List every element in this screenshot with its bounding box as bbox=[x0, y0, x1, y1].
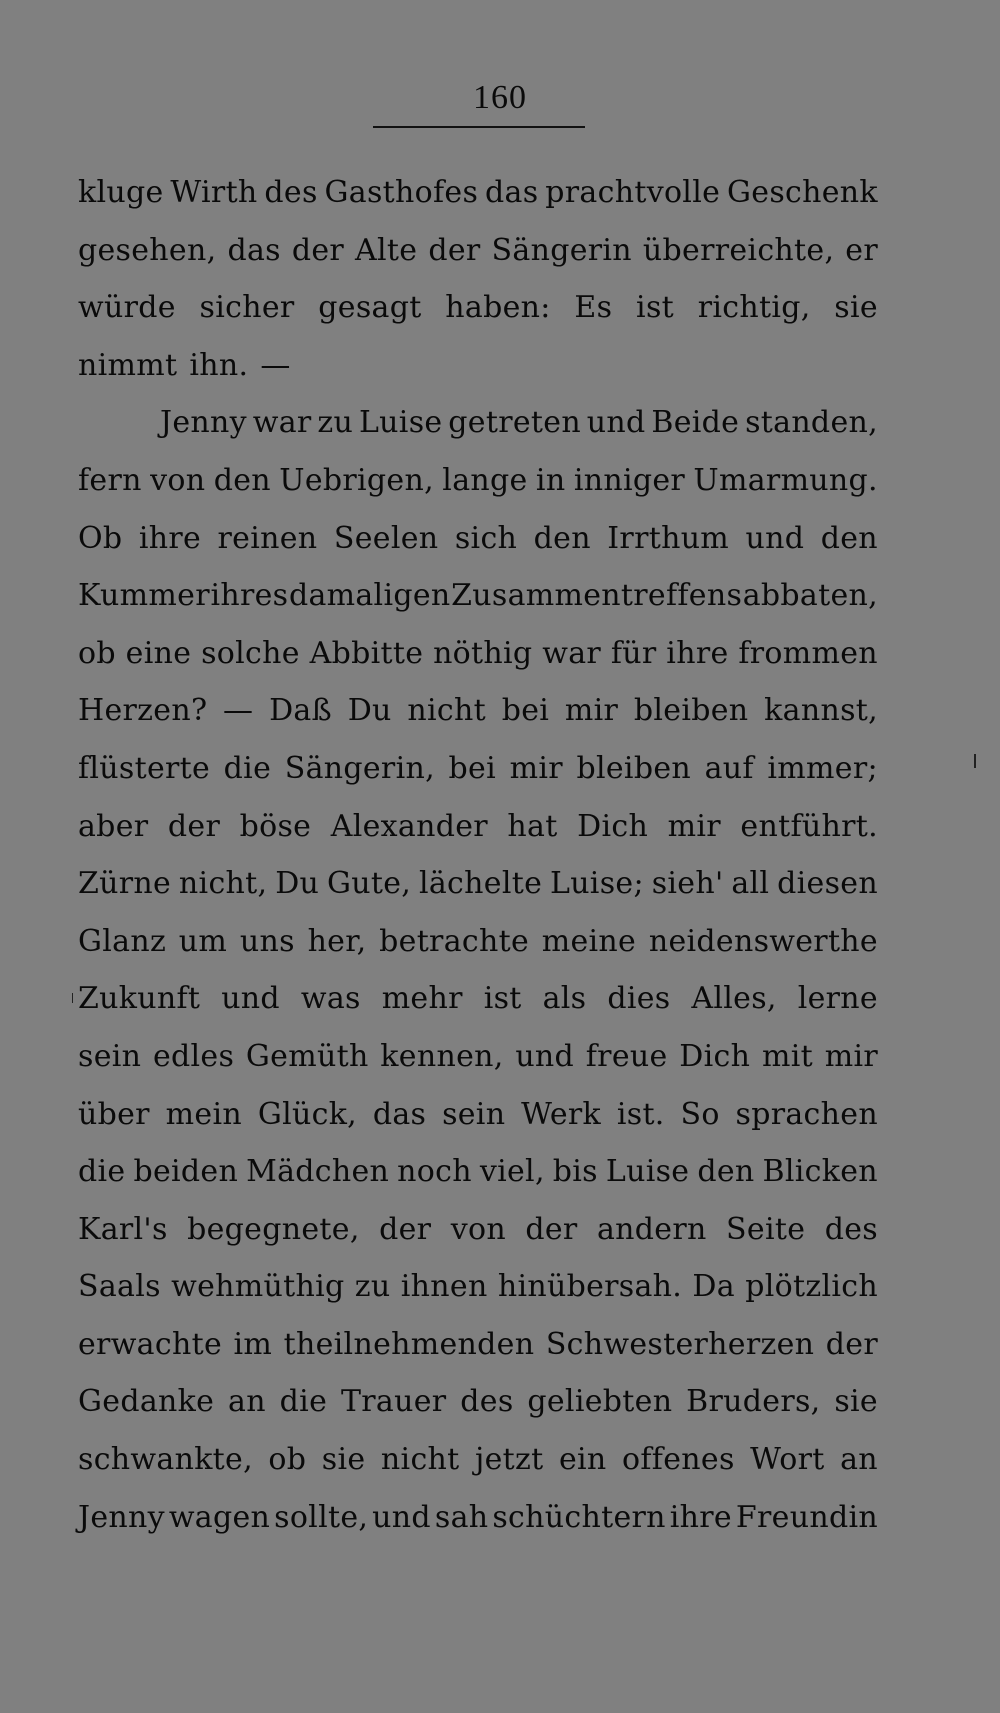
word: des bbox=[824, 1211, 878, 1247]
word: her, bbox=[307, 923, 367, 959]
word: sie bbox=[834, 1384, 878, 1420]
word: kannst, bbox=[764, 693, 878, 729]
word: sie bbox=[321, 1442, 366, 1478]
word: wehmüthig bbox=[171, 1269, 345, 1305]
word: Alexander bbox=[330, 808, 488, 844]
word: richtig, bbox=[697, 290, 811, 326]
word: Irrthum bbox=[607, 520, 730, 556]
word: ihre bbox=[666, 635, 729, 671]
word: Schwesterherzen bbox=[545, 1326, 815, 1362]
word: Herzen? bbox=[78, 693, 208, 729]
word: Mädchen bbox=[246, 1154, 390, 1190]
word: des bbox=[460, 1384, 514, 1420]
word: ob bbox=[268, 1442, 307, 1478]
text-line bbox=[78, 1431, 878, 1489]
word: und bbox=[745, 520, 805, 556]
word: lächelte bbox=[418, 866, 543, 902]
text-line bbox=[78, 394, 878, 452]
word: prachtvolle bbox=[545, 175, 721, 210]
word: Sängerin bbox=[491, 232, 632, 268]
word: dies bbox=[607, 981, 671, 1017]
word: für bbox=[610, 635, 657, 671]
word: So bbox=[680, 1096, 720, 1132]
word: ihre bbox=[669, 1499, 732, 1535]
word: mir bbox=[667, 808, 721, 844]
word: kluge bbox=[78, 175, 164, 210]
word: Alte bbox=[355, 232, 418, 268]
text-line bbox=[78, 510, 878, 568]
text-line bbox=[78, 740, 878, 798]
word: schwankte, bbox=[78, 1442, 253, 1478]
word: mir bbox=[509, 750, 563, 786]
word: beiden bbox=[133, 1154, 239, 1190]
word: Zukunft bbox=[78, 981, 201, 1017]
word: sollte, bbox=[274, 1499, 369, 1535]
word: ist bbox=[483, 981, 522, 1017]
text-line bbox=[78, 164, 878, 222]
text-line bbox=[78, 855, 878, 913]
word: Glanz bbox=[78, 923, 167, 959]
word: Wirth bbox=[170, 175, 258, 210]
word: bei bbox=[448, 750, 496, 786]
word: sein bbox=[442, 1096, 506, 1132]
word: Glück, bbox=[257, 1096, 358, 1132]
word: ist. bbox=[616, 1096, 665, 1132]
word: der bbox=[525, 1211, 578, 1247]
text-line bbox=[78, 970, 878, 1028]
word: — bbox=[223, 693, 254, 729]
word: um bbox=[178, 923, 228, 959]
word: die bbox=[223, 750, 272, 786]
word: mit bbox=[761, 1038, 813, 1074]
word: zu bbox=[354, 1269, 391, 1305]
word: Daß bbox=[269, 693, 332, 729]
word: mir bbox=[824, 1038, 878, 1074]
word: Gemüth bbox=[245, 1038, 369, 1074]
word: nimmt bbox=[78, 347, 178, 383]
word: ob bbox=[78, 635, 116, 671]
word: Wort bbox=[750, 1442, 825, 1478]
word: den bbox=[213, 462, 271, 498]
word: überreichte, bbox=[642, 232, 835, 268]
word: das bbox=[372, 1096, 427, 1132]
text-line bbox=[78, 1489, 878, 1547]
word: lerne bbox=[797, 981, 878, 1017]
word: Jenny bbox=[160, 405, 247, 441]
word: was bbox=[300, 981, 361, 1017]
header-rule bbox=[373, 126, 585, 128]
word: Sängerin, bbox=[284, 750, 435, 786]
word: Trauer bbox=[340, 1384, 447, 1420]
word: nöthig bbox=[433, 635, 533, 671]
word: die bbox=[279, 1384, 328, 1420]
word: Blicken bbox=[762, 1154, 878, 1190]
word: wagen bbox=[168, 1499, 271, 1535]
word: mehr bbox=[381, 981, 463, 1017]
word: würde bbox=[78, 290, 176, 326]
word: der bbox=[291, 232, 345, 268]
margin-mark bbox=[72, 993, 73, 1003]
word: Freundin bbox=[735, 1499, 878, 1535]
word: damaligen bbox=[288, 578, 451, 614]
word: Karl's bbox=[78, 1211, 168, 1247]
word: sein bbox=[78, 1038, 142, 1074]
word: haben: bbox=[445, 290, 551, 326]
word: Luise bbox=[605, 1154, 690, 1190]
word: bei bbox=[501, 693, 550, 729]
word: getreten bbox=[448, 405, 581, 441]
word: den bbox=[820, 520, 878, 556]
word: noch bbox=[397, 1154, 472, 1190]
word: hinübersah. bbox=[497, 1269, 683, 1305]
word: Saals bbox=[78, 1269, 161, 1305]
text-line bbox=[78, 625, 878, 683]
word: das bbox=[485, 175, 539, 210]
word: ihre bbox=[138, 520, 202, 556]
word: offenes bbox=[622, 1442, 735, 1478]
word: ihnen bbox=[400, 1269, 488, 1305]
word: ihn. bbox=[189, 347, 249, 383]
word: böse bbox=[239, 808, 312, 844]
word: ihres bbox=[210, 578, 289, 614]
word: Du bbox=[347, 693, 392, 729]
body-text bbox=[78, 164, 878, 1546]
word: reinen bbox=[217, 520, 318, 556]
word: andern bbox=[596, 1211, 707, 1247]
word: der bbox=[167, 808, 221, 844]
word: sah bbox=[434, 1499, 489, 1535]
text-line bbox=[78, 567, 878, 625]
word: plötzlich bbox=[745, 1269, 878, 1305]
word: zu bbox=[317, 405, 354, 441]
word: und bbox=[586, 405, 646, 441]
word: Dich bbox=[577, 808, 649, 844]
word: und bbox=[515, 1038, 575, 1074]
word: entführt. bbox=[740, 808, 878, 844]
word: an bbox=[228, 1384, 266, 1420]
word: abbaten, bbox=[742, 578, 878, 614]
word: nicht bbox=[407, 693, 486, 729]
word: an bbox=[840, 1442, 878, 1478]
word: eine bbox=[125, 635, 192, 671]
word: sieh' bbox=[651, 866, 724, 902]
word: Seelen bbox=[333, 520, 439, 556]
word: fern bbox=[78, 462, 142, 498]
word: mein bbox=[165, 1096, 242, 1132]
word: den bbox=[533, 520, 591, 556]
word: über bbox=[78, 1096, 150, 1132]
word: freue bbox=[585, 1038, 668, 1074]
word: die bbox=[78, 1154, 126, 1190]
word: und bbox=[372, 1499, 431, 1535]
text-line bbox=[78, 452, 878, 510]
text-line bbox=[78, 798, 878, 856]
word: Da bbox=[692, 1269, 735, 1305]
word: gesehen, bbox=[78, 232, 217, 268]
word: mir bbox=[564, 693, 619, 729]
word: er bbox=[845, 232, 878, 268]
word: bleiben bbox=[633, 693, 749, 729]
word: Geschenk bbox=[727, 175, 878, 210]
word: von bbox=[150, 462, 206, 498]
word: jetzt bbox=[475, 1442, 544, 1478]
word: Kummer bbox=[78, 578, 210, 614]
word: gesagt bbox=[318, 290, 422, 326]
word: Gute, bbox=[327, 866, 412, 902]
word: frommen bbox=[738, 635, 878, 671]
word: in bbox=[535, 462, 566, 498]
word: aber bbox=[78, 808, 149, 844]
word: theilnehmenden bbox=[283, 1326, 535, 1362]
text-line bbox=[78, 222, 878, 280]
word: von bbox=[450, 1211, 506, 1247]
word: sie bbox=[834, 290, 878, 326]
word: kennen, bbox=[380, 1038, 504, 1074]
text-line bbox=[78, 1086, 878, 1144]
text-line bbox=[78, 1143, 878, 1201]
text-line bbox=[78, 1028, 878, 1086]
word: betrachte bbox=[379, 923, 530, 959]
word: Zürne bbox=[78, 866, 172, 902]
word: Luise; bbox=[549, 866, 644, 902]
word: schüchtern bbox=[492, 1499, 666, 1535]
word: Dich bbox=[679, 1038, 751, 1074]
text-line bbox=[78, 1373, 878, 1431]
text-line bbox=[78, 279, 878, 337]
text-line bbox=[78, 1316, 878, 1374]
word: lange bbox=[442, 462, 528, 498]
word: im bbox=[233, 1326, 273, 1362]
word: der bbox=[825, 1326, 878, 1362]
word: sich bbox=[454, 520, 518, 556]
word: des bbox=[264, 175, 318, 210]
word: das bbox=[227, 232, 281, 268]
word: der bbox=[428, 232, 481, 268]
word: flüsterte bbox=[78, 750, 211, 786]
word: bleiben bbox=[576, 750, 691, 786]
word: neidenswerthe bbox=[648, 923, 878, 959]
word: Jenny bbox=[78, 1499, 165, 1535]
word: all bbox=[731, 866, 770, 902]
word: Bruders, bbox=[686, 1384, 821, 1420]
word: Uebrigen, bbox=[279, 462, 434, 498]
word: Ob bbox=[78, 520, 123, 556]
text-line bbox=[78, 682, 878, 740]
word: meine bbox=[541, 923, 637, 959]
word: uns bbox=[239, 923, 295, 959]
word: immer; bbox=[767, 750, 878, 786]
word: Du bbox=[275, 866, 320, 902]
word: der bbox=[379, 1211, 432, 1247]
word: edles bbox=[152, 1038, 235, 1074]
word: und bbox=[221, 981, 280, 1017]
word: war bbox=[542, 635, 602, 671]
word: den bbox=[697, 1154, 755, 1190]
word: Seite bbox=[726, 1211, 806, 1247]
word: viel, bbox=[479, 1154, 545, 1190]
word: Beide bbox=[651, 405, 740, 441]
word: hat bbox=[507, 808, 558, 844]
word: Gedanke bbox=[78, 1384, 215, 1420]
word: inniger bbox=[573, 462, 686, 498]
word: standen, bbox=[745, 405, 878, 441]
word: diesen bbox=[777, 866, 878, 902]
margin-mark bbox=[974, 754, 976, 768]
word: begegnete, bbox=[187, 1211, 360, 1247]
word: sprachen bbox=[735, 1096, 878, 1132]
word: Luise bbox=[358, 405, 443, 441]
word: erwachte bbox=[78, 1326, 222, 1362]
word: nicht bbox=[380, 1442, 460, 1478]
text-line bbox=[78, 913, 878, 971]
page-number: 160 bbox=[473, 79, 527, 116]
word: — bbox=[260, 347, 291, 383]
word: war bbox=[252, 405, 312, 441]
word: ist bbox=[636, 290, 674, 326]
word: Alles, bbox=[691, 981, 777, 1017]
word: ein bbox=[558, 1442, 607, 1478]
word: Zusammentreffens bbox=[451, 578, 743, 614]
text-line bbox=[78, 1201, 878, 1259]
text-line bbox=[78, 337, 878, 395]
word: Werk bbox=[521, 1096, 602, 1132]
word: sicher bbox=[199, 290, 295, 326]
word: als bbox=[542, 981, 587, 1017]
word: auf bbox=[704, 750, 754, 786]
word: nicht, bbox=[178, 866, 268, 902]
text-line bbox=[78, 1258, 878, 1316]
word: Gasthofes bbox=[324, 175, 479, 210]
word: solche bbox=[201, 635, 300, 671]
word: geliebten bbox=[527, 1384, 673, 1420]
word: bis bbox=[552, 1154, 598, 1190]
word: Umarmung. bbox=[693, 462, 878, 498]
word: Abbitte bbox=[309, 635, 424, 671]
word: Es bbox=[574, 290, 613, 326]
